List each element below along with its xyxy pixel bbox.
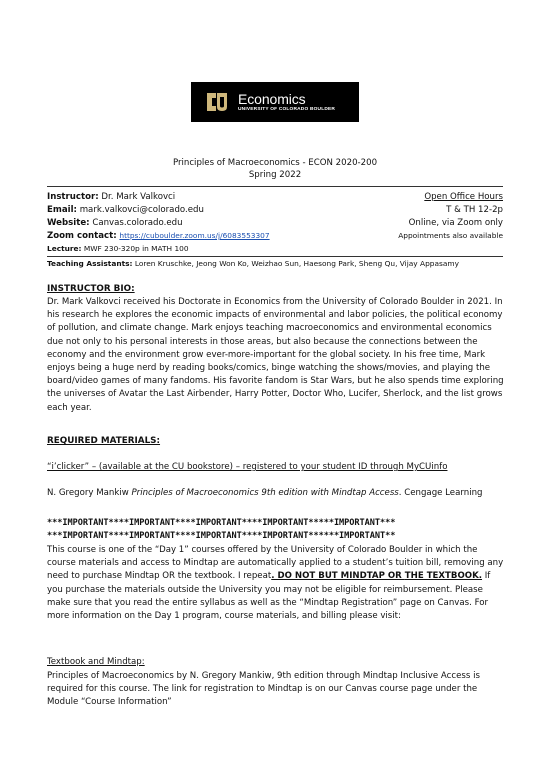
course-term: Spring 2022 — [248, 170, 302, 180]
book-title: Principles of Macroeconomics 9th edition with Mindtap Access — [131, 488, 399, 498]
ta-label: Teaching Assistants: — [47, 259, 133, 268]
instructor-name: Dr. Mark Valkovci — [101, 192, 176, 202]
lecture-value: MWF 230-320p in MATH 100 — [83, 244, 189, 253]
lecture-label: Lecture: — [47, 244, 82, 253]
appointments-note: Appointments also available — [398, 231, 503, 240]
materials-heading: REQUIRED MATERIALS: — [47, 436, 161, 446]
website-label: Website: — [47, 218, 90, 228]
website-value[interactable]: Canvas.colorado.edu — [92, 218, 183, 228]
textbook-text: Principles of Macroeconomics by N. Gregory Mankiw, 9th edition through Mindtap Inclusive Access is required for this course. The link for registration to Mindtap is on our Canvas course page under the Module “Course Information” — [47, 671, 480, 708]
instructor-label: Instructor: — [47, 192, 99, 202]
book-publisher: . Cengage Learning — [398, 488, 483, 498]
textbook-requirement — [47, 488, 482, 498]
cu-economics-logo — [191, 82, 359, 122]
day1-text-a: This course is one of the “Day 1” courses offered by the University of Colorado Boulder in which the course materials and access to Mindtap are automatically applied to a student’s tuition bill, removing any need to purchase Mindtap OR the textbook. I repeat — [47, 545, 504, 582]
zoom-link[interactable]: https://cuboulder.zoom.us/j/6083553307 — [119, 231, 270, 240]
ta-row — [47, 258, 503, 270]
day1-warning-textbook: THE TEXTBOOK. — [404, 571, 483, 582]
book-author: N. Gregory Mankiw — [47, 488, 132, 498]
office-hours-label: Open Office Hours — [424, 192, 503, 202]
header-divider — [47, 186, 503, 187]
cu-logo-icon — [205, 90, 229, 114]
day1-text-d: If you purchase the materials outside the University you may not be eligible for reimbursement. Please make sure that you read the entire syllabus as well as the “Mindtap Registration” page on Canvas. For more information on the Day 1 program, course materials, and billing please visit: — [47, 571, 491, 622]
email-label: Email: — [47, 205, 77, 215]
lecture-row — [47, 243, 503, 255]
textbook-heading: Textbook and Mindtap: — [47, 657, 145, 667]
zoom-label: Zoom contact: — [47, 231, 117, 241]
ta-value: Loren Kruschke, Jeong Won Ko, Weizhao Sun, Haesong Park, Sheng Qu, Vijay Appasamy — [134, 259, 459, 268]
email-row — [47, 204, 503, 216]
bio-text: Dr. Mark Valkovci received his Doctorate in Economics from the University of Colorado Boulder in 2021. In his research he explores the economic impacts of environmental and labor policies, the political economy of pollution, and climate change. Mark enjoys teaching macroeconomics and environmental economics due not only to his personal interests in those areas, but also because the connections between the economy and the environment grow ever-more-important for the global society. In his free time, Mark enjoys being a huge nerd by reading books/comics, binge watching the shows/movies, and playing the board/video games of many fandoms. His favorite fandom is Star Wars, but he also spends time exploring the universes of Avatar the Last Airbender, Harry Potter, Doctor Who, Lucifer, Sherlock, and the list grows each year. — [47, 297, 504, 413]
important-banner-2: ***IMPORTANT****IMPORTANT****IMPORTANT****IMPORTANT******IMPORTANT** — [47, 531, 396, 541]
zoom-row — [47, 230, 503, 242]
office-hours-time: T & TH 12-2p — [446, 205, 503, 215]
instructor-row — [47, 191, 503, 203]
day1-warning: . DO NOT BUT MINDTAP OR — [271, 571, 405, 582]
iclicker-requirement: “i’clicker” – (available at the CU bookstore) – registered to your student ID through MyCUinfo — [47, 462, 448, 472]
important-banner-1: ***IMPORTANT****IMPORTANT****IMPORTANT****IMPORTANT*****IMPORTANT*** — [47, 518, 396, 528]
website-row — [47, 217, 503, 229]
day1-notice — [47, 544, 505, 623]
office-hours-mode: Online, via Zoom only — [408, 218, 503, 228]
info-divider — [47, 256, 503, 257]
logo-subtitle: UNIVERSITY OF COLORADO BOULDER — [238, 106, 336, 112]
email-value[interactable]: mark.valkovci@colorado.edu — [79, 205, 204, 215]
course-title: Principles of Macroeconomics - ECON 2020-200 — [172, 158, 378, 168]
bio-heading: INSTRUCTOR BIO: — [47, 284, 135, 294]
logo-title: Economics — [238, 90, 306, 107]
